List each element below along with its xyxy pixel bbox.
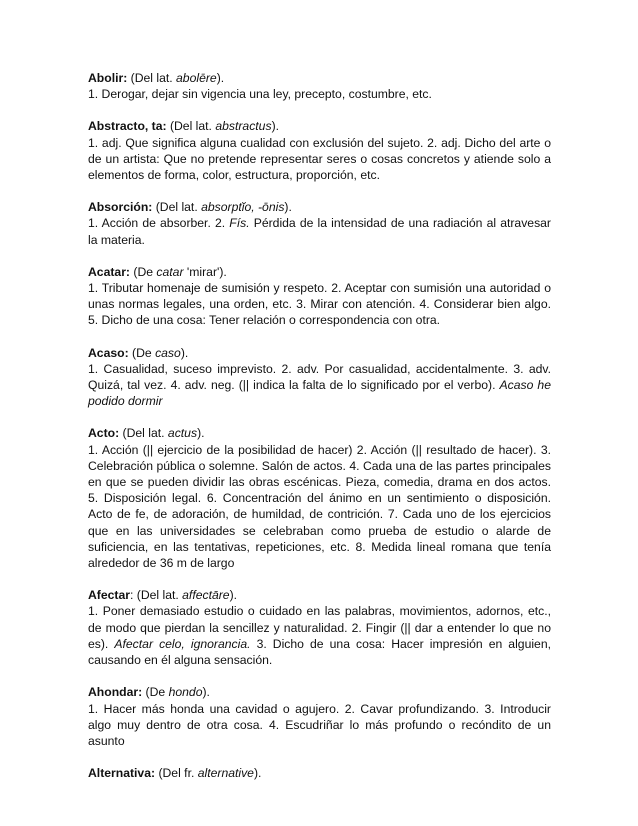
etymology-source-word: catar xyxy=(156,264,184,279)
entry-term: Acaso: xyxy=(88,345,129,360)
entry-term: Acatar: xyxy=(88,264,130,279)
entry-heading xyxy=(88,684,551,700)
definition-text: 1. Casualidad, suceso imprevisto. 2. adv. Por casualidad, accidentalmente. 3. adv. Quizá, tal vez. 4. adv. neg. (|| indica la falta de lo significado por el verbo). xyxy=(88,361,551,393)
etymology-source-word: abstractus xyxy=(215,119,272,134)
dictionary-entry xyxy=(88,118,551,183)
dictionary-entry xyxy=(88,587,551,668)
entry-heading xyxy=(88,118,551,134)
dictionary-entries xyxy=(88,70,551,781)
definition-italic-text: Fís. xyxy=(229,216,250,231)
entry-definition xyxy=(88,215,551,247)
entry-definition xyxy=(88,280,551,329)
definition-text: 3. Dicho de una cosa: Hacer impresión en alguien, causando en él alguna sensación. xyxy=(88,636,552,668)
etymology-source-word: actus xyxy=(167,426,198,441)
etymology-suffix: ). xyxy=(180,345,189,360)
entry-heading xyxy=(88,345,551,361)
entry-definition xyxy=(88,701,551,750)
etymology-source-word: caso xyxy=(155,345,181,360)
entry-term: Ahondar: xyxy=(88,685,143,700)
dictionary-entry xyxy=(88,765,551,781)
entry-definition xyxy=(88,86,551,102)
definition-italic-text: Afectar celo, ignorancia. xyxy=(114,636,251,651)
etymology-prefix: (De xyxy=(142,685,169,700)
dictionary-entry xyxy=(88,345,551,410)
dictionary-entry xyxy=(88,425,551,571)
etymology-suffix: ). xyxy=(284,200,292,215)
etymology-source-word: affectāre xyxy=(182,588,230,603)
entry-heading xyxy=(88,587,551,603)
definition-text: 1. adj. Que significa alguna cualidad con exclusión del sujeto. 2. adj. Dicho del arte o de un artista: Que no pretende representar seres o cosas concretos y atiende solo a elementos de forma, color, estructura, proporción, etc. xyxy=(88,135,551,183)
entry-definition xyxy=(88,361,551,410)
etymology-suffix: ). xyxy=(216,71,225,85)
definition-text: 1. Acción (|| ejercicio de la posibilidad de hacer) 2. Acción (|| resultado de hacer). 3. Celebración pública o solemne. Salón de actos. 4. Cada una de las partes principales en que se pueden dividir las obras escénicas. Pieza, comedia, drama en dos actos. 5. Disposición legal. 6. Concentración del ánimo en un sentimiento o disposición. Acto de fe, de adoración, de humildad, de contrición. 7. Cada uno de los ejercicios que en las universidades se celebraban como prueba de estudio o alarde de suficiencia, en las tentativas, repeticiones, etc. 8. Medida lineal romana que tenía alrededor de 36 m de largo xyxy=(88,442,551,571)
entry-term: Abolir: xyxy=(88,71,128,85)
definition-italic-text: Acaso he podido dormir xyxy=(88,378,551,409)
dictionary-entry xyxy=(88,264,551,329)
entry-heading xyxy=(88,70,551,86)
dictionary-entry xyxy=(88,199,551,248)
entry-term: Alternativa: xyxy=(88,766,156,781)
etymology-source-word: abolēre xyxy=(176,71,217,85)
etymology-suffix: ). xyxy=(229,588,238,603)
entry-heading xyxy=(88,425,551,441)
etymology-suffix: ). xyxy=(271,119,280,134)
entry-heading xyxy=(88,765,551,781)
dictionary-entry xyxy=(88,684,551,749)
etymology-suffix: ). xyxy=(197,426,205,441)
etymology-prefix: (Del lat. xyxy=(127,71,177,85)
etymology-prefix: (Del lat. xyxy=(152,200,202,215)
entry-term: Afectar xyxy=(88,588,130,603)
definition-text: 1. Derogar, dejar sin vigencia una ley, precepto, costumbre, etc. xyxy=(88,87,432,102)
etymology-prefix: (De xyxy=(128,345,156,360)
definition-text: 1. Hacer más honda una cavidad o agujero. 2. Cavar profundizando. 3. Introducir algo muy dentro de otra cosa. 4. Escudriñar lo más profundo o recóndito de un asunto xyxy=(88,701,551,748)
dictionary-entry xyxy=(88,70,551,102)
entry-definition xyxy=(88,603,551,668)
etymology-suffix: ). xyxy=(253,766,262,781)
etymology-suffix: 'mirar'). xyxy=(183,264,227,279)
definition-text: 1. Tributar homenaje de sumisión y respeto. 2. Aceptar con sumisión una autoridad o unas normas legales, una orden, etc. 3. Mirar con atención. 4. Considerar bien algo. 5. Dicho de una cosa: Tener relación o correspondencia con otra. xyxy=(88,281,551,328)
etymology-source-word: hondo xyxy=(168,685,203,700)
entry-term: Acto: xyxy=(88,426,120,441)
entry-term: Abstracto, ta: xyxy=(88,119,167,134)
entry-heading xyxy=(88,199,551,215)
etymology-suffix: ). xyxy=(202,685,210,700)
etymology-prefix: (Del lat. xyxy=(119,426,168,441)
entry-term: Absorción: xyxy=(88,200,153,215)
etymology-prefix: (Del lat. xyxy=(166,119,216,134)
entry-heading xyxy=(88,264,551,280)
etymology-source-word: alternative xyxy=(197,766,254,781)
entry-definition xyxy=(88,442,551,572)
etymology-source-word: absorptĭo, -ōnis xyxy=(201,200,285,215)
etymology-prefix: : (Del lat. xyxy=(130,588,183,603)
etymology-prefix: (De xyxy=(130,264,157,279)
definition-text: Pérdida de la intensidad de una radiación al atravesar la materia. xyxy=(88,216,551,247)
etymology-prefix: (Del fr. xyxy=(155,766,198,781)
entry-definition xyxy=(88,135,551,184)
definition-text: 1. Poner demasiado estudio o cuidado en las palabras, movimientos, adornos, etc., de modo que pierdan la sencillez y naturalidad. 2. Fingir (|| dar a entender lo que no es). xyxy=(88,604,551,651)
definition-text: 1. Acción de absorber. 2. xyxy=(88,216,230,231)
